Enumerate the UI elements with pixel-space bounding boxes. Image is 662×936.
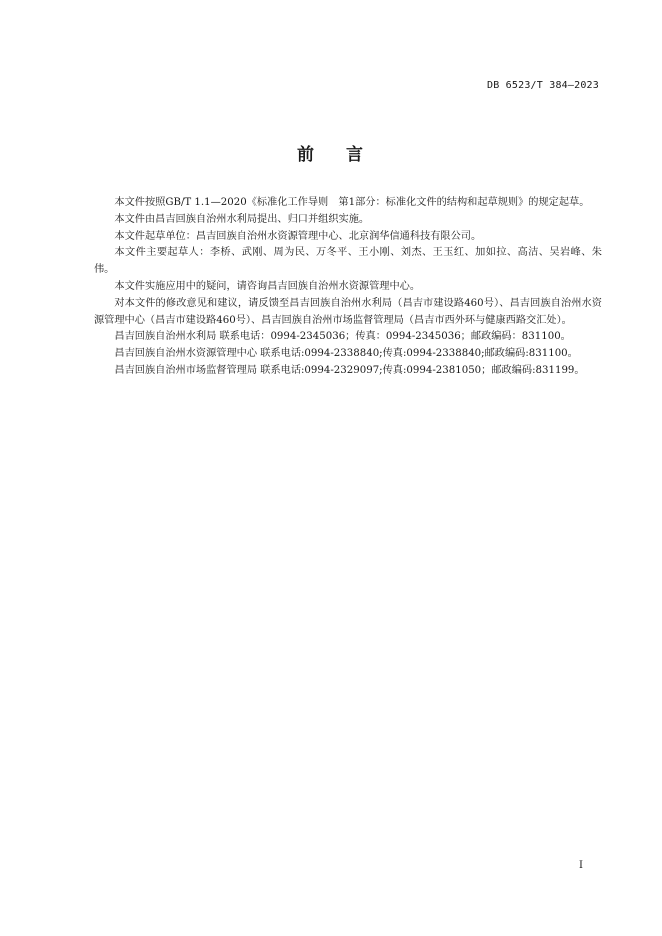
paragraph-inquiries: 本文件实施应用中的疑问，请咨询昌吉回族自治州水资源管理中心。 [114,280,421,292]
paragraph-proposer: 本文件由昌吉回族自治州水利局提出、归口并组织实施。 [114,213,370,225]
paragraph-drafting-units: 本文件起草单位：昌吉回族自治州水资源管理中心、北京润华信通科技有限公司。 [114,230,482,242]
page-number: I [579,860,583,871]
paragraph-drafters: 本文件主要起草人：李桥、武刚、周为民、万冬平、王小刚、刘杰、王玉红、加如拉、高洁、吴岩峰、朱伟。 [94,247,602,276]
contact-water-bureau: 昌吉回族自治州水利局 联系电话：0994-2345036；传真：0994-2345036；邮政编码：831100。 [114,331,571,343]
title-char-1: 前 [297,145,316,165]
paragraph-feedback: 对本文件的修改意见和建议，请反馈至昌吉回族自治州水利局（昌吉市建设路460号）、昌吉回族自治州水资源管理中心（昌吉市建设路460号）、昌吉回族自治州市场监督管理局（昌吉市西外环与健康西路交汇处）。 [94,297,602,326]
foreword-body [94,195,602,380]
standard-code: DB 6523/T 384—2023 [487,80,599,91]
paragraph-drafting-basis: 本文件按照GB/T 1.1—2020《标准化工作导则 第1部分：标准化文件的结构和起草规则》的规定起草。 [114,197,590,208]
contact-market-supervision: 昌吉回族自治州市场监督管理局 联系电话:0994-2329097;传真:0994-2381050；邮政编码:831199。 [114,364,585,376]
contact-water-resources-center: 昌吉回族自治州水资源管理中心 联系电话:0994-2338840;传真:0994-2338840;邮政编码:831100。 [114,348,578,360]
title-char-2: 言 [346,145,365,165]
page-title [0,140,662,165]
